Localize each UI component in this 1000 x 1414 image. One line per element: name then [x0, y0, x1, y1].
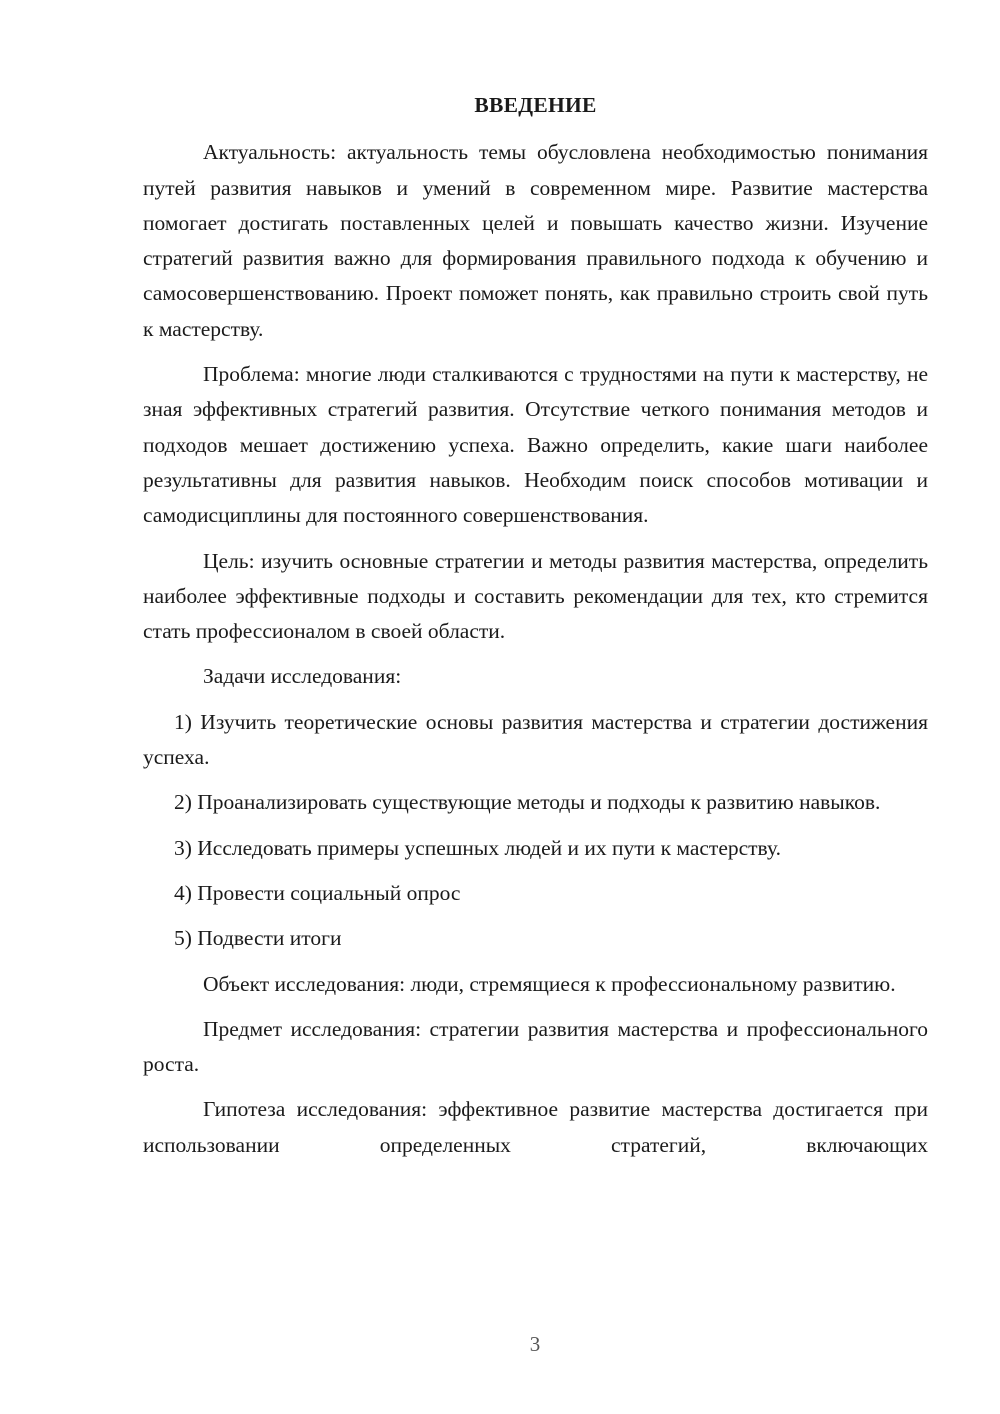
- page-number: 3: [529, 1332, 541, 1356]
- task-item-2: 2) Проанализировать существующие методы и подходы к развитию навыков.: [174, 790, 881, 815]
- task-item-1: 1) Изучить теоретические основы развития мастерства и стратегии достижения успеха.: [143, 709, 928, 770]
- hypothesis-paragraph: Гипотеза исследования: эффективное развитие мастерства достигается при использовании определенных стратегий, включающих: [143, 1097, 928, 1157]
- relevance-paragraph: Актуальность: актуальность темы обусловлена необходимостью понимания путей развития навыков и умений в современном мире. Развитие мастерства помогает достигать поставленных целей и повышать качество жизни. Изучение стратегий развития важно для формирования правильного подхода к обучению и самосовершенствованию. Проект поможет понять, как правильно строить свой путь к мастерству.: [143, 140, 928, 341]
- task-item-3: 3) Исследовать примеры успешных людей и их пути к мастерству.: [174, 835, 781, 860]
- page-content: [143, 88, 928, 1173]
- subject-paragraph: Предмет исследования: стратегии развития мастерства и профессионального роста.: [143, 1016, 928, 1077]
- tasks-title: Задачи исследования:: [203, 664, 402, 689]
- section-heading: ВВЕДЕНИЕ: [474, 93, 597, 117]
- task-item-5: 5) Подвести итоги: [174, 926, 342, 951]
- object-paragraph: Объект исследования: люди, стремящиеся к профессиональному развитию.: [203, 971, 896, 996]
- task-item-4: 4) Провести социальный опрос: [174, 880, 461, 905]
- problem-paragraph: Проблема: многие люди сталкиваются с трудностями на пути к мастерству, не зная эффективных стратегий развития. Отсутствие четкого понимания методов и подходов мешает достижению успеха. Важно определить, какие шаги наиболее результативны для развития навыков. Необходим поиск способов мотивации и самодисциплины для постоянного совершенствования.: [143, 362, 928, 528]
- goal-paragraph: Цель: изучить основные стратегии и методы развития мастерства, определить наиболее эффективные подходы и составить рекомендации для тех, кто стремится стать профессионалом в своей области.: [143, 548, 928, 644]
